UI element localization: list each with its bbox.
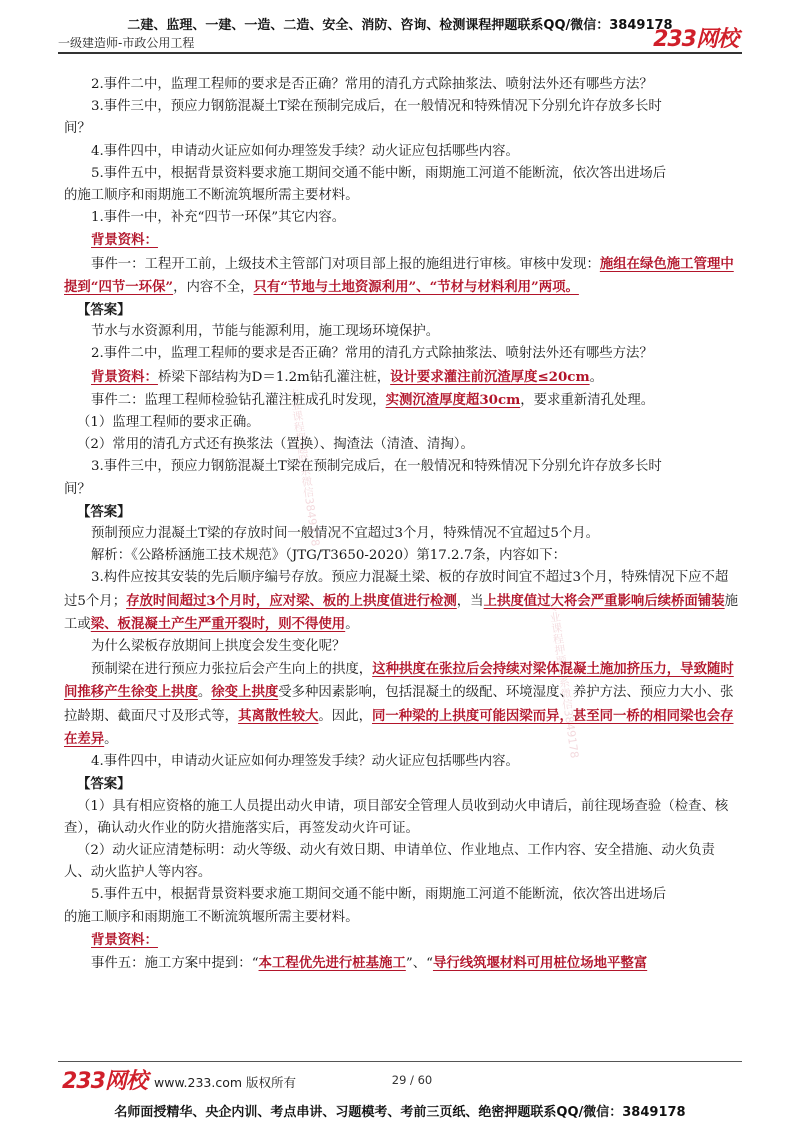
background-label-text: 背景资料： [91, 931, 158, 948]
explanation-text: 预制梁在进行预应力张拉后会产生向上的拱度， [91, 662, 373, 678]
footer-divider [58, 1061, 742, 1062]
event-2-highlight: 实测沉渣厚度超30cm [385, 391, 521, 408]
answer-4-point-1: （1）具有相应资格的施工人员提出动火申请，项目部安全管理人员收到动火申请后，前往现场查验（检查、核查），确认动火作业的防火措施落实后，再签发动火许可证。 [64, 798, 729, 836]
background-text: 桥梁下部结构为D＝1.2m钻孔灌注桩， [157, 369, 391, 385]
answer-3-analysis: 解析：《公路桥涵施工技术规范》（JTG/T3650-2020）第17.2.7条，内容如下： [91, 548, 567, 564]
explanation-text: 受多种因素影响，包括混凝土的级配、环境湿度、养护方法、预应力大小、张拉龄期、截面尺寸及形式等， [64, 685, 734, 724]
explanation-highlight: 同一种梁的上拱度可能因梁而异，甚至同一桥的相同梁也会存在差异 [64, 707, 734, 747]
background-label-text: 背景资料： [91, 368, 158, 385]
rule-text: ，当 [456, 593, 484, 609]
question-5-line-1: 5.事件五中，根据背景资料要求施工期间交通不能中断，雨期施工河道不能断流，依次答出进场后 [91, 165, 667, 181]
watermark: 专业课程押题联系微信3849178 [286, 387, 322, 548]
background-highlight: 设计要求灌注前沉渣厚度≤20cm [390, 368, 590, 385]
background-label [64, 929, 740, 952]
question-3-line-2: 间？ [64, 121, 91, 137]
page-number: 29 / 60 [391, 1073, 433, 1087]
rule-text: 施工或 [64, 593, 738, 632]
background-label [64, 229, 740, 252]
question-3-line-1: 3.事件三中，预应力钢筋混凝土T梁在预制完成后，在一般情况和特殊情况下分别允许存放多长时 [91, 99, 662, 115]
footer-logo[interactable]: 233网校 [62, 1069, 147, 1094]
answer-5-question-line-2: 的施工顺序和雨期施工不断流筑堰所需主要材料。 [64, 909, 359, 925]
answer-2-point-2: （2）常用的清孔方式还有换浆法（置换）、掏渣法（清渣、清掏）。 [77, 437, 474, 453]
rule-text: 3.构件应按其安装的先后顺序编号存放。预应力混凝土梁、板的存放时间宜不超过3个月，特殊情况下应不超过5个月； [64, 570, 729, 609]
header-divider [58, 52, 742, 54]
answer-2-question: 2.事件二中，监理工程师的要求是否正确？常用的清孔方式除抽浆法、喷射法外还有哪些方法？ [91, 346, 653, 362]
answer-3-why: 为什么梁板存放期间上拱度会发生变化呢？ [91, 639, 346, 655]
event-1-highlight: 施组在绿色施工管理中提到“四节一环保” [64, 255, 734, 295]
event-1-highlight: 只有“节地与土地资源利用”、“节材与材料利用”两项。 [253, 278, 579, 295]
event-5-highlight: 本工程优先进行桩基施工 [258, 954, 406, 971]
answer-3-rule [64, 567, 740, 636]
document-body [64, 74, 740, 975]
answer-3-text: 预制预应力混凝土T梁的存放时间一般情况不宜超过3个月，特殊情况不宜超过5个月。 [91, 526, 600, 542]
answer-4-point-2: （2）动火证应清楚标明：动火等级、动火有效日期、申请单位、作业地点、工作内容、安全措施、动火负责人、动火监护人等内容。 [64, 842, 715, 881]
answer-3-explanation [64, 658, 740, 751]
answer-5-question-line-1: 5.事件五中，根据背景资料要求施工期间交通不能中断，雨期施工河道不能断流，依次答出进场后 [91, 887, 667, 903]
answer-heading: 【答案】 [77, 776, 131, 793]
event-1-text: 事件一：工程开工前，上级技术主管部门对项目部上报的施组进行审核。审核中发现： [91, 256, 600, 272]
explanation-text: 。因此， [318, 708, 372, 724]
footer-site-link[interactable]: www.233.com 版权所有 [154, 1075, 296, 1090]
explanation-highlight: 其离散性较大 [238, 707, 319, 724]
rule-highlight: 存放时间超过3个月时，应对梁、板的上拱度值进行检测 [126, 592, 457, 609]
event-2-paragraph [64, 389, 740, 412]
explanation-text: 。 [104, 731, 118, 747]
question-5-line-2: 的施工顺序和雨期施工不断流筑堰所需主要材料。 [64, 188, 359, 204]
answer-heading: 【答案】 [77, 503, 131, 520]
event-5-text: ”、“ [405, 955, 433, 971]
answer-3-question-line-1: 3.事件三中，预应力钢筋混凝土T梁在预制完成后，在一般情况和特殊情况下分别允许存放多长时 [91, 459, 662, 475]
answer-4-question: 4.事件四中，申请动火证应如何办理签发手续？动火证应包括哪些内容。 [91, 754, 519, 770]
explanation-highlight: 这种拱度在张拉后会持续对梁体混凝土施加挤压力，导致随时间推移产生徐变上拱度 [64, 661, 734, 701]
answer-1-text: 节水与水资源利用，节能与能源利用，施工现场环境保护。 [91, 324, 440, 340]
rule-text: 。 [345, 616, 359, 632]
footer-promo-text: 名师面授精华、央企内训、考点串讲、习题模考、考前三页纸、绝密押题联系QQ/微信：3849178 [114, 1105, 686, 1120]
answer-2-background [64, 366, 740, 389]
page-header [0, 0, 800, 58]
background-text: 。 [589, 369, 604, 385]
question-2: 2.事件二中，监理工程师的要求是否正确？常用的清孔方式除抽浆法、喷射法外还有哪些方法？ [91, 77, 653, 92]
rule-highlight: 梁、板混凝土产生严重开裂时，则不得使用 [90, 615, 346, 632]
event-5-text: 事件五：施工方案中提到： [91, 955, 252, 971]
background-label-text: 背景资料： [91, 232, 158, 249]
event-5-text: “ [251, 955, 259, 971]
answer-2-point-1: （1）监理工程师的要求正确。 [77, 415, 260, 431]
event-1-paragraph [64, 253, 740, 299]
event-5-highlight: 导行线筑堰材料可用桩位场地平整富 [432, 954, 648, 971]
explanation-text: 。 [197, 685, 212, 701]
watermark: 专业课程押题联系微信3849178 [545, 599, 581, 760]
event-2-text: 事件二：监理工程师检验钻孔灌注桩成孔时发现， [91, 392, 386, 408]
event-1-text: ，内容不全， [173, 279, 254, 295]
answer-3-question-line-2: 间？ [64, 481, 91, 497]
brand-logo[interactable]: 233网校 [653, 27, 738, 52]
event-5-paragraph [64, 952, 740, 975]
header-promo-text: 二建、监理、一建、一造、二造、安全、消防、咨询、检测课程押题联系QQ/微信：3849178 [127, 18, 673, 33]
explanation-highlight: 徐变上拱度 [211, 684, 279, 701]
answer-heading: 【答案】 [77, 302, 131, 319]
header-subtitle: 一级建造师-市政公用工程 [58, 36, 195, 50]
event-2-text: ，要求重新清孔处理。 [520, 392, 655, 408]
answer-1-question: 1.事件一中，补充“四节一环保”其它内容。 [91, 210, 346, 226]
rule-highlight: 上拱度值过大将会严重影响后续桥面铺装 [483, 592, 725, 609]
question-4: 4.事件四中，申请动火证应如何办理签发手续？动火证应包括哪些内容。 [91, 143, 519, 159]
